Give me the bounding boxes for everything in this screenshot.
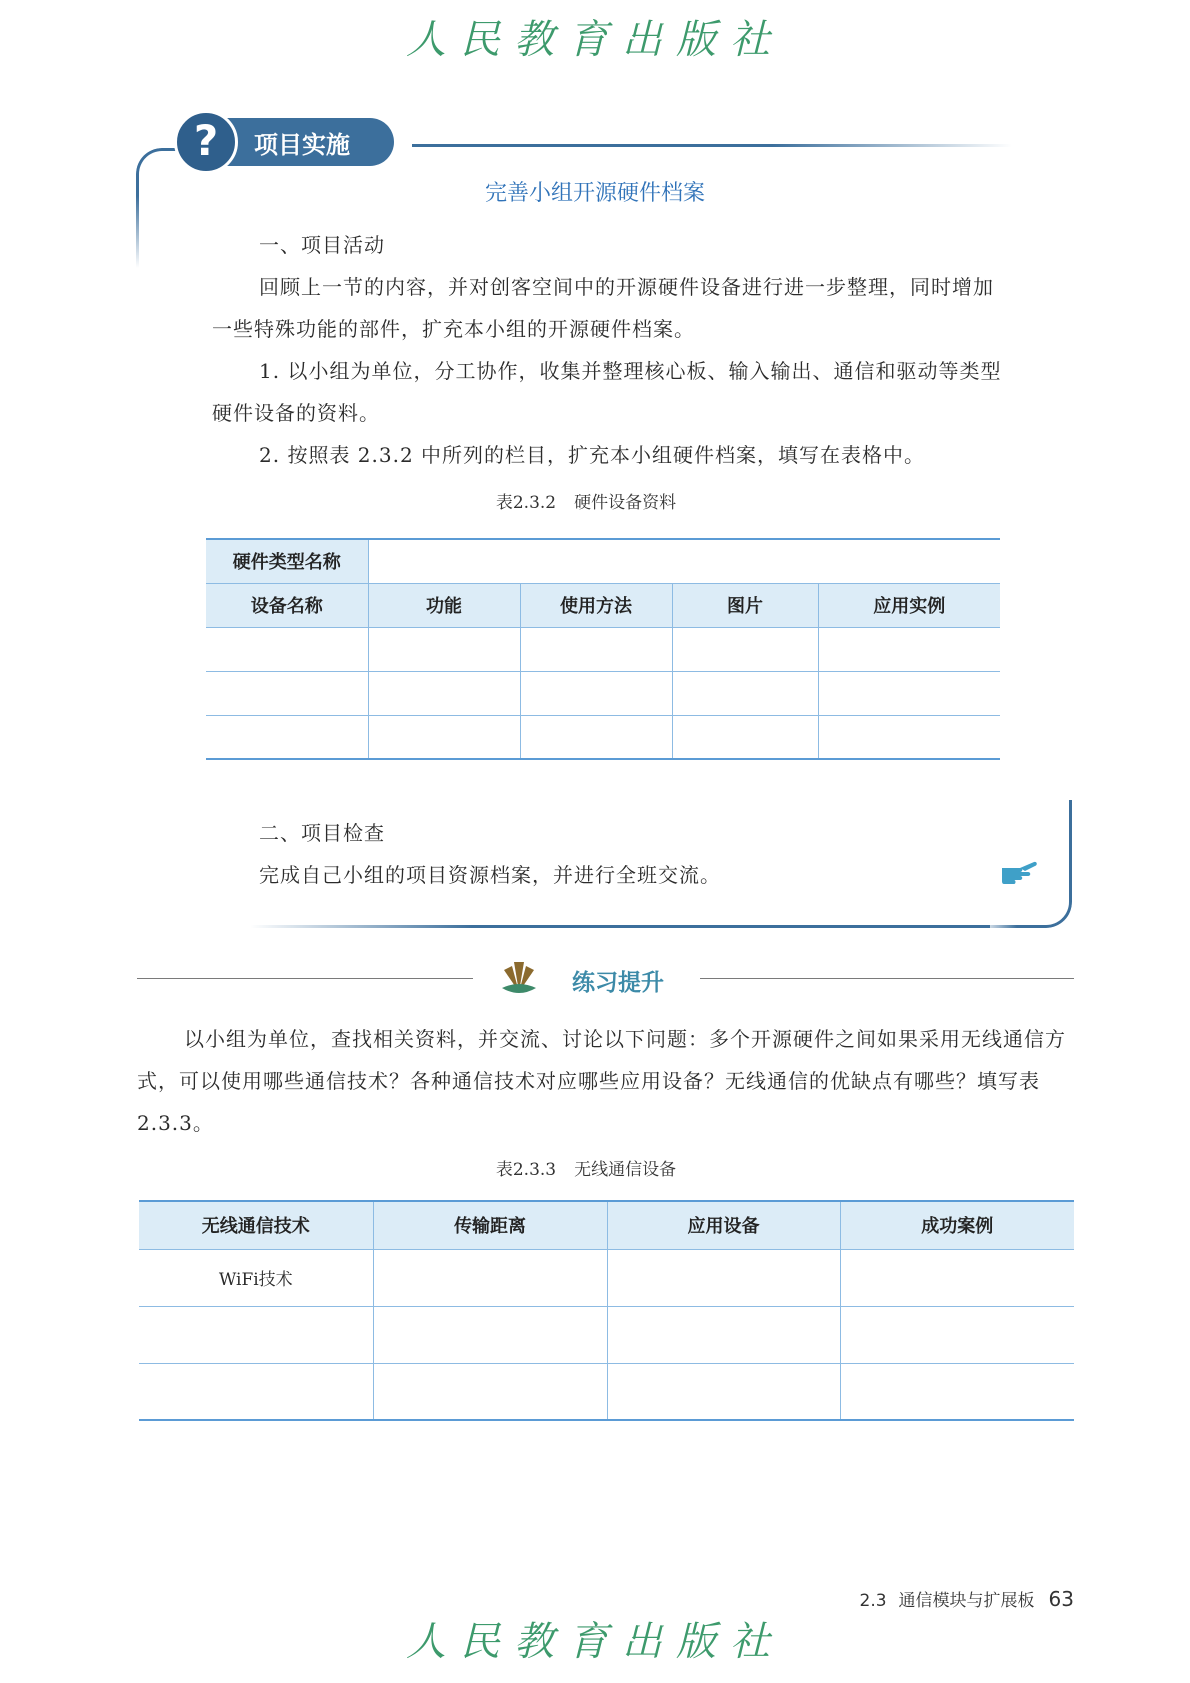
table-cell[interactable] — [818, 671, 1000, 715]
table-cell[interactable] — [840, 1249, 1074, 1306]
table-cell[interactable] — [206, 715, 368, 759]
table-cell[interactable] — [368, 671, 520, 715]
page-footer — [860, 1586, 1075, 1611]
column-header: 无线通信技术 — [139, 1201, 373, 1249]
table-cell[interactable] — [607, 1306, 840, 1363]
frame-corner-left — [136, 148, 176, 268]
table-cell[interactable] — [139, 1306, 373, 1363]
activity-heading: 一、项目活动 — [259, 233, 385, 257]
table-row — [139, 1306, 1074, 1363]
column-header: 图片 — [672, 583, 818, 627]
table-cell[interactable] — [840, 1306, 1074, 1363]
table-cell[interactable] — [368, 627, 520, 671]
table1-caption-title: 硬件设备资料 — [574, 493, 677, 513]
table-cell[interactable] — [373, 1306, 607, 1363]
table-cell[interactable] — [818, 627, 1000, 671]
frame-bottom-line — [250, 925, 990, 928]
table1-caption — [0, 488, 1190, 513]
table2-caption-number: 表2.3.3 — [495, 1160, 557, 1180]
pointing-hand-icon — [1000, 858, 1040, 886]
practice-title: 练习提升 — [572, 970, 664, 996]
table-cell[interactable] — [139, 1363, 373, 1420]
banner-title: 项目实施 — [254, 130, 350, 159]
table-row — [206, 627, 1000, 671]
check-heading: 二、项目检查 — [259, 821, 385, 845]
publisher-logo-top: 人民教育出版社 — [406, 17, 784, 63]
table-cell[interactable] — [672, 627, 818, 671]
activity-step-2: 2. 按照表 2.3.2 中所列的栏目，扩充本小组硬件档案，填写在表格中。 — [259, 443, 926, 467]
table-row — [206, 671, 1000, 715]
table-cell[interactable] — [818, 715, 1000, 759]
column-header: 应用设备 — [607, 1201, 840, 1249]
check-text: 完成自己小组的项目资源档案，并进行全班交流。 — [259, 863, 721, 887]
footer-section-number: 2.3 — [859, 1591, 887, 1611]
column-header: 功能 — [368, 583, 520, 627]
hardware-type-cell[interactable] — [368, 539, 1000, 583]
wireless-devices-table — [139, 1200, 1074, 1421]
table-header-row — [206, 583, 1000, 627]
column-header: 设备名称 — [206, 583, 368, 627]
table-row — [206, 539, 1000, 583]
column-header: 成功案例 — [840, 1201, 1074, 1249]
column-header: 应用实例 — [818, 583, 1000, 627]
publisher-logo-bottom: 人民教育出版社 — [406, 1619, 784, 1665]
table-cell[interactable] — [520, 627, 672, 671]
table-cell[interactable] — [672, 715, 818, 759]
table-header-row — [139, 1201, 1074, 1249]
table-cell[interactable] — [520, 671, 672, 715]
table-cell-wifi: WiFi技术 — [139, 1249, 373, 1306]
question-mark-icon: ? — [174, 110, 238, 174]
table-cell[interactable] — [672, 671, 818, 715]
table-row — [206, 715, 1000, 759]
practice-text: 以小组为单位，查找相关资料，并交流、讨论以下问题：多个开源硬件之间如果采用无线通信方式，可以使用哪些通信技术？各种通信技术对应哪些应用设备？无线通信的优缺点有哪些？填写表 2.3.3。 — [137, 1027, 1066, 1135]
section-title: 完善小组开源硬件档案 — [484, 181, 705, 206]
footer-section-title: 通信模块与扩展板 — [898, 1591, 1035, 1611]
table-cell[interactable] — [206, 671, 368, 715]
sunburst-icon — [498, 958, 540, 1000]
table2-caption — [0, 1155, 1190, 1180]
hardware-type-label: 硬件类型名称 — [206, 539, 368, 583]
practice-divider-left — [137, 978, 473, 979]
table-row — [139, 1249, 1074, 1306]
table-cell[interactable] — [607, 1363, 840, 1420]
table1-caption-number: 表2.3.2 — [495, 493, 557, 513]
practice-divider-right — [700, 978, 1074, 979]
table2-caption-title: 无线通信设备 — [574, 1160, 677, 1180]
table-cell[interactable] — [368, 715, 520, 759]
column-header: 使用方法 — [520, 583, 672, 627]
table-cell[interactable] — [373, 1363, 607, 1420]
table-cell[interactable] — [607, 1249, 840, 1306]
table-cell[interactable] — [373, 1249, 607, 1306]
table-cell[interactable] — [840, 1363, 1074, 1420]
table-cell[interactable] — [520, 715, 672, 759]
table-row — [139, 1363, 1074, 1420]
table-cell[interactable] — [206, 627, 368, 671]
project-implementation-banner — [188, 118, 394, 166]
page-number: 63 — [1048, 1587, 1074, 1611]
frame-top-line — [412, 144, 1012, 147]
hardware-info-table — [206, 538, 1000, 760]
activity-step-1: 1. 以小组为单位，分工协作，收集并整理核心板、输入输出、通信和驱动等类型硬件设备的资料。 — [212, 359, 1002, 425]
activity-intro: 回顾上一节的内容，并对创客空间中的开源硬件设备进行进一步整理，同时增加一些特殊功能的部件，扩充本小组的开源硬件档案。 — [212, 275, 994, 341]
column-header: 传输距离 — [373, 1201, 607, 1249]
